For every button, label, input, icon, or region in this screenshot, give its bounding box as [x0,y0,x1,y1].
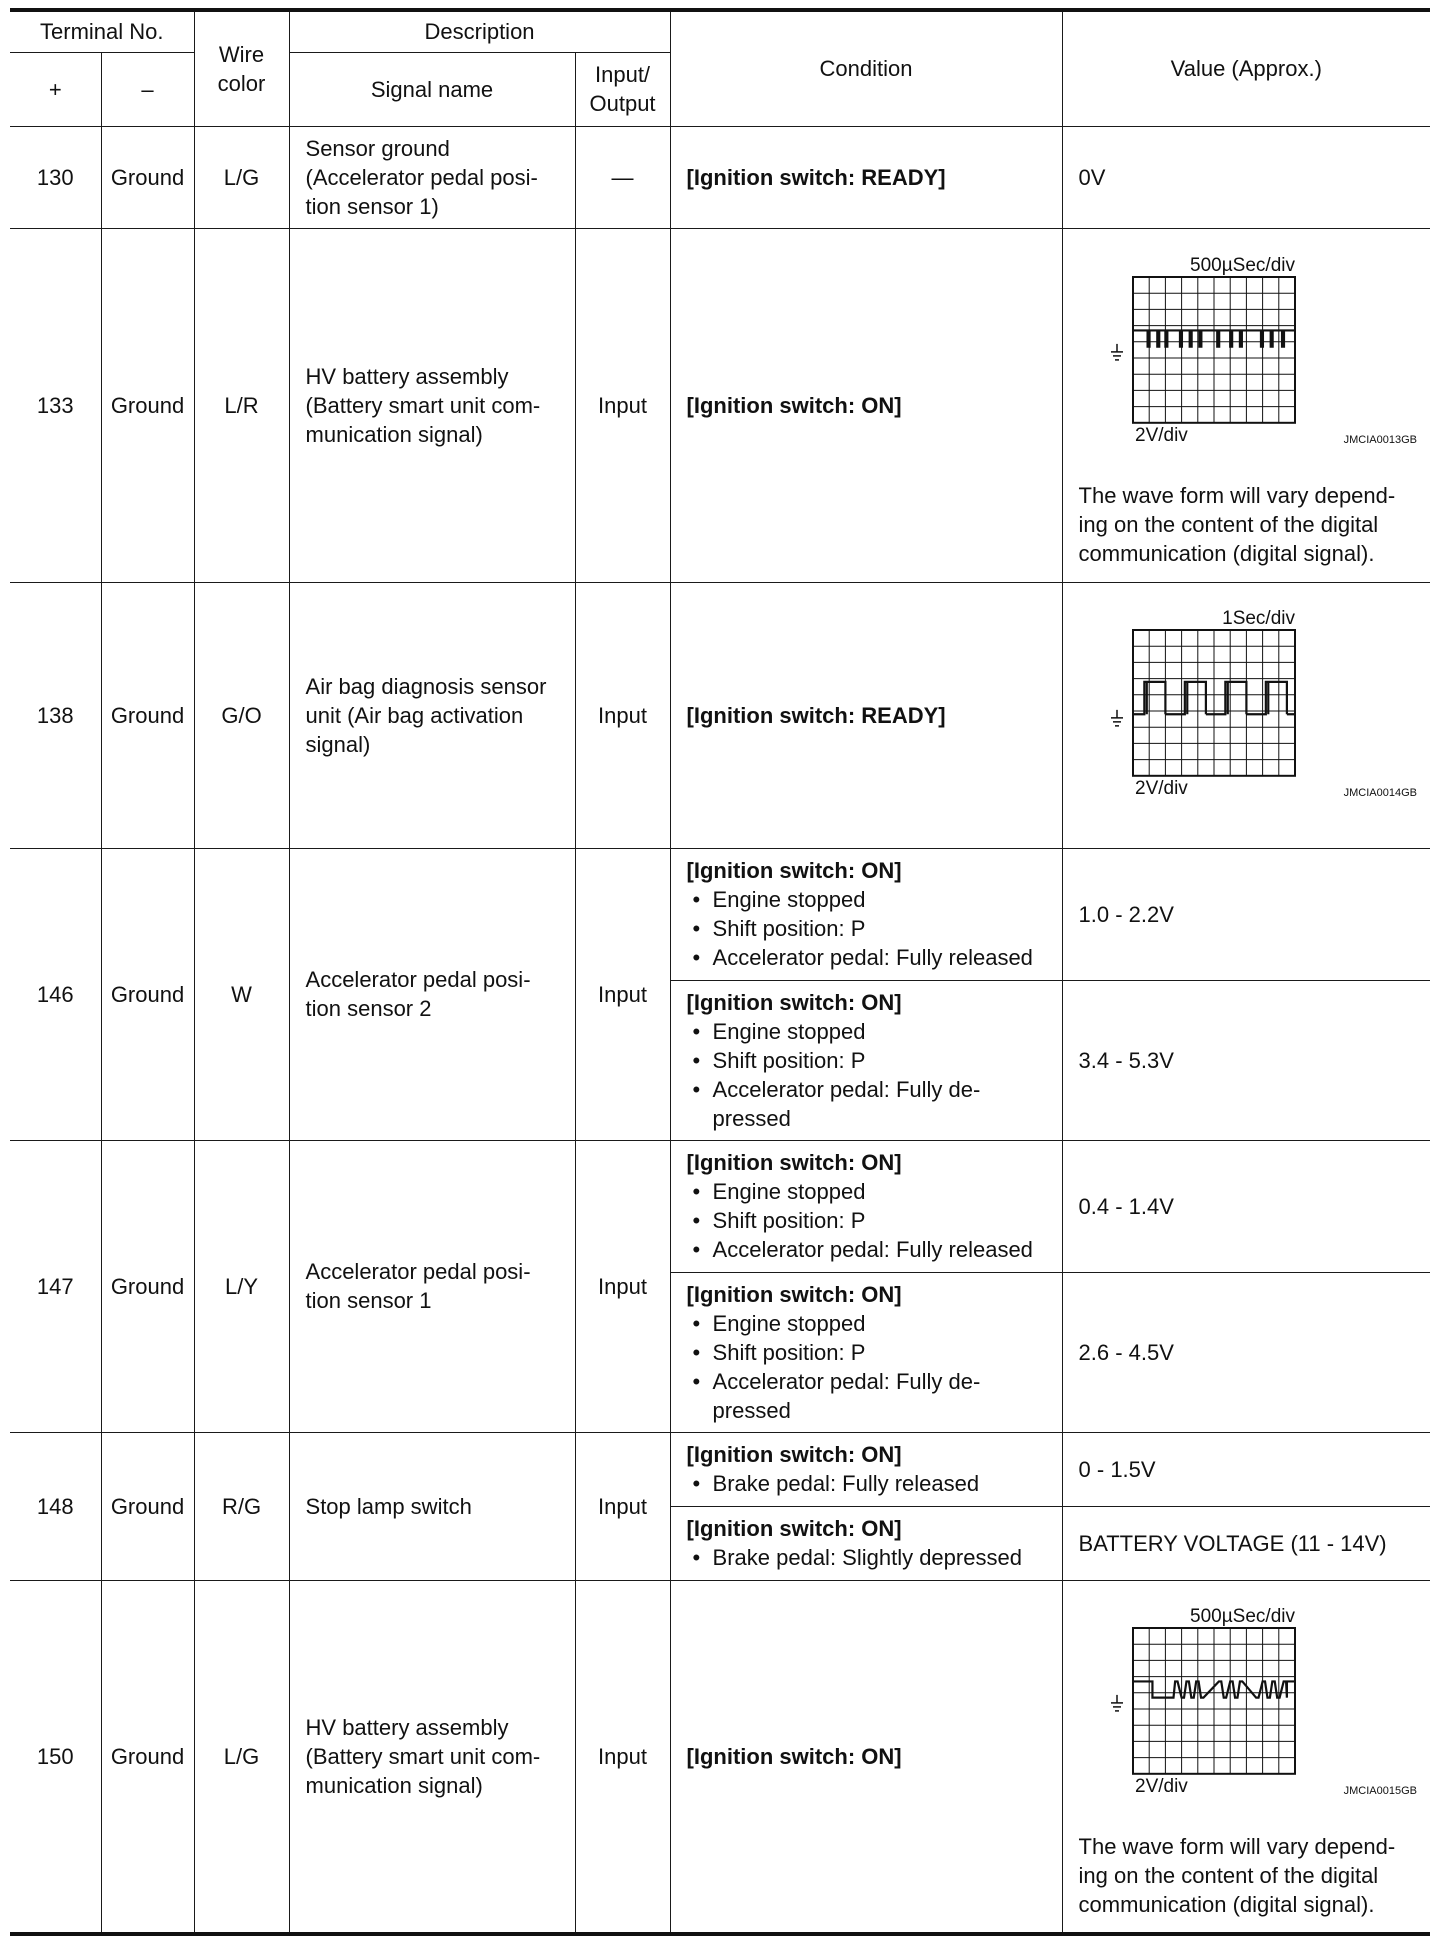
condition-title: [Ignition switch: ON] [686,1442,902,1467]
figure-code: JMCIA0014GB [1343,786,1417,799]
waveform-note: The wave form will vary depend- ing on the content of the digital communication (digital signal). [1078,1833,1396,1917]
oscilloscope-grid [1133,630,1295,776]
value [1062,582,1430,848]
condition [670,1506,1062,1580]
condition-item: • Accelerator pedal: Fully de- pressed [687,1075,1056,1133]
oscilloscope-grid [1133,1628,1295,1774]
condition-title: [Ignition switch: ON] [686,1516,902,1541]
terminal-row [10,126,1430,228]
condition-item: • Accelerator pedal: Fully released [687,1235,1056,1264]
volt-per-div-label: 2V/div [1134,1775,1188,1797]
condition-title: [Ignition switch: ON] [686,1150,902,1175]
condition-item: • Accelerator pedal: Fully released [687,943,1056,972]
input-output: Input [575,848,670,1140]
condition-item: • Accelerator pedal: Fully de- pressed [687,1367,1056,1425]
condition-title: [Ignition switch: ON] [686,1281,902,1307]
condition [670,980,1062,1140]
terminal-minus: Ground [101,848,194,1140]
condition-item: • Shift position: P [687,1338,1056,1367]
value: 0V [1062,126,1430,228]
signal-name: HV battery assembly (Battery smart unit com- munication signal) [289,1580,575,1934]
terminal-minus: Ground [101,582,194,848]
terminal-plus: 146 [10,848,101,1140]
oscilloscope-grid [1133,277,1295,423]
terminal-minus: Ground [101,1432,194,1580]
header-signal-name: Signal name [289,52,575,126]
condition-title: [Ignition switch: ON] [686,989,902,1015]
value: 0.4 - 1.4V [1062,1140,1430,1272]
value [1062,228,1430,582]
terminal-minus: Ground [101,1140,194,1432]
condition-item: • Engine stopped [687,885,1056,914]
terminal-minus: Ground [101,228,194,582]
ground-symbol-icon [1111,710,1123,726]
header-wire-color: Wire color [194,10,289,126]
terminal-plus: 150 [10,1580,101,1934]
value: 0 - 1.5V [1062,1432,1430,1506]
value: 1.0 - 2.2V [1062,848,1430,980]
terminal-minus: Ground [101,1580,194,1934]
ground-symbol-icon [1111,1695,1123,1711]
condition: [Ignition switch: READY] [670,126,1062,228]
header-minus: – [101,52,194,126]
condition-item: • Shift position: P [687,914,1056,943]
terminal-row [10,848,1430,980]
terminal-row [10,228,1430,582]
input-output: Input [575,582,670,848]
terminal-row [10,1140,1430,1272]
header-description: Description [289,10,670,52]
condition-list [687,885,1056,972]
header-terminal-no: Terminal No. [10,10,194,52]
terminal-minus: Ground [101,126,194,228]
condition-item: • Engine stopped [687,1017,1056,1046]
terminal-plus: 148 [10,1432,101,1580]
condition-title: [Ignition switch: ON] [686,858,902,883]
terminal-plus: 138 [10,582,101,848]
oscilloscope-waveform [1075,245,1419,481]
header-condition: Condition [670,10,1062,126]
condition-list [687,1309,1056,1425]
condition-list [687,1543,1056,1572]
condition-item: • Shift position: P [687,1046,1056,1075]
condition [670,1140,1062,1272]
condition [670,1272,1062,1432]
figure-code: JMCIA0015GB [1343,1784,1417,1797]
ground-symbol-icon [1111,343,1123,359]
condition: [Ignition switch: READY] [670,582,1062,848]
value [1062,1580,1430,1934]
condition-item: • Engine stopped [687,1177,1056,1206]
value: 3.4 - 5.3V [1062,980,1430,1140]
condition-item: • Brake pedal: Fully released [687,1469,1056,1498]
terminal-row [10,1432,1430,1506]
condition: [Ignition switch: ON] [670,228,1062,582]
time-per-div-label: 1Sec/div [1221,608,1295,629]
signal-name: Accelerator pedal posi- tion sensor 2 [289,848,575,1140]
oscilloscope-waveform [1075,1596,1419,1832]
signal-name: Accelerator pedal posi- tion sensor 1 [289,1140,575,1432]
condition [670,1432,1062,1506]
signal-name: Air bag diagnosis sensor unit (Air bag activation signal) [289,582,575,848]
condition: [Ignition switch: ON] [670,1580,1062,1934]
signal-name: HV battery assembly (Battery smart unit com- munication signal) [289,228,575,582]
input-output: — [575,126,670,228]
terminal-row [10,582,1430,848]
wire-color: R/G [194,1432,289,1580]
header-value: Value (Approx.) [1062,10,1430,126]
wire-color: L/G [194,126,289,228]
input-output: Input [575,1432,670,1580]
volt-per-div-label: 2V/div [1134,424,1188,446]
terminal-table [10,8,1430,1936]
condition-list [687,1469,1056,1498]
header-input-output: Input/ Output [575,52,670,126]
wire-color: G/O [194,582,289,848]
input-output: Input [575,1580,670,1934]
wire-color: L/G [194,1580,289,1934]
value: BATTERY VOLTAGE (11 - 14V) [1062,1506,1430,1580]
waveform-note: The wave form will vary depend- ing on the content of the digital communication (digital signal). [1078,482,1396,566]
time-per-div-label: 500µSec/div [1189,1605,1295,1627]
condition [670,848,1062,980]
terminal-row [10,1580,1430,1934]
figure-code: JMCIA0013GB [1343,433,1417,446]
condition-list [687,1177,1056,1264]
header-plus: + [10,52,101,126]
wire-color: W [194,848,289,1140]
input-output: Input [575,228,670,582]
condition-item: • Brake pedal: Slightly depressed [687,1543,1056,1572]
terminal-plus: 130 [10,126,101,228]
condition-list [687,1017,1056,1133]
wire-color: L/Y [194,1140,289,1432]
value: 2.6 - 4.5V [1062,1272,1430,1432]
volt-per-div-label: 2V/div [1134,777,1188,799]
oscilloscope-waveform [1075,598,1419,834]
wire-color: L/R [194,228,289,582]
signal-name: Sensor ground (Accelerator pedal posi- tion sensor 1) [289,126,575,228]
terminal-plus: 147 [10,1140,101,1432]
signal-name: Stop lamp switch [289,1432,575,1580]
time-per-div-label: 500µSec/div [1189,254,1295,276]
condition-item: • Shift position: P [687,1206,1056,1235]
condition-item: • Engine stopped [687,1309,1056,1338]
input-output: Input [575,1140,670,1432]
terminal-plus: 133 [10,228,101,582]
